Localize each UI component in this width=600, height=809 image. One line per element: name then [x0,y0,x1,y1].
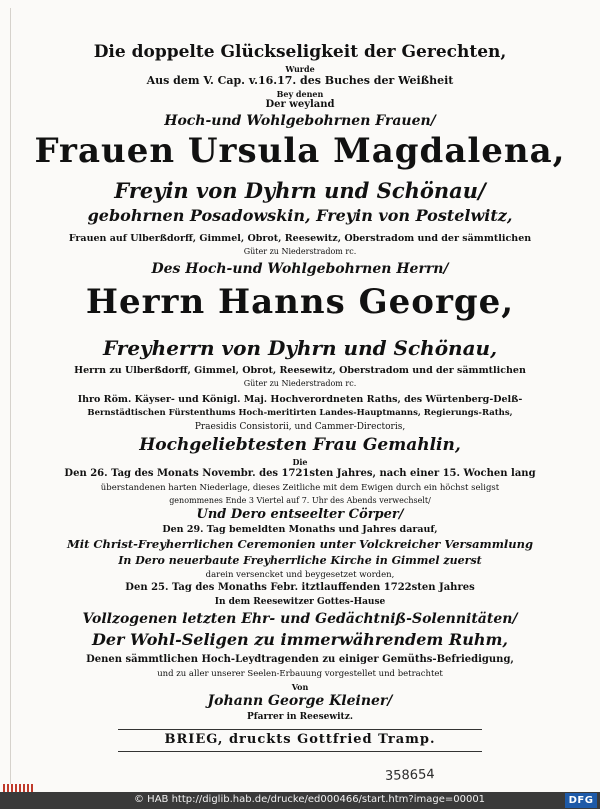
doc-line-gueter-2: Güter zu Niederstradom rc. [243,379,357,388]
footer-copyright-url[interactable]: © HAB http://diglib.hab.de/drucke/ed000466/start.htm?image=00001 [134,794,486,805]
doc-line-hoch-frauen: Hoch-und Wohlgebohrnen Frauen/ [164,113,436,129]
doc-line-bernstaedt: Bernstädtischen Fürstenthums Hoch-meritirten Landes-Hauptmanns, Regierungs-Raths, [87,408,513,418]
doc-line-von: Von [291,682,309,692]
doc-line-frauen-auf: Frauen auf Ulberßdorff, Gimmel, Obrot, Reesewitz, Oberstradom und der sämmtlichen [68,233,532,244]
doc-line-des-hoch: Des Hoch-und Wohlgebohrnen Herrn/ [151,261,449,277]
doc-line-wurde: Wurde [285,64,315,74]
doc-line-gueter-1: Güter zu Niederstradom rc. [243,247,357,256]
doc-line-pfarrer: Pfarrer in Reesewitz. [247,712,353,722]
doc-line-den-29: Den 29. Tag bemeldten Monaths und Jahres darauf, [162,524,438,535]
doc-line-vollzogenen: Vollzogenen letzten Ehr- und Gedächtniß-Solennitäten/ [82,611,518,627]
doc-line-den-26: Den 26. Tag des Monats Novembr. des 1721sten Jahres, nach einer 15. Wochen lang [64,468,536,479]
viewer-footer [0,792,600,809]
doc-line-ueberstanden: überstandenen harten Niederlage, dieses Zeitliche mit dem Ewigen durch ein höchst seligst [100,483,500,493]
scan-color-marker [3,784,33,792]
dfg-logo: DFG [565,793,597,808]
doc-line-gemahlin: Hochgeliebtesten Frau Gemahlin, [139,435,461,455]
doc-line-ceremonien: Mit Christ-Freyherrlichen Ceremonien unter Volckreicher Versammlung [66,537,534,551]
doc-line-kirche: In Dero neuerbaute Freyherrliche Kirche in Gimmel zuerst [118,554,482,567]
doc-line-den-25: Den 25. Tag des Monaths Febr. itztlauffenden 1722sten Jahres [125,582,475,593]
doc-line-leydtragenden: Denen sämmtlichen Hoch-Leydtragenden zu einiger Gemüths-Befriedigung, [86,654,514,665]
imprint-rule-bottom [118,751,482,752]
doc-line-title: Die doppelte Glückseligkeit der Gerechten, [93,42,507,62]
doc-line-freyin: Freyin von Dyhrn und Schönau/ [114,178,486,203]
doc-line-name-ursula: Frauen Ursula Magdalena, [34,131,566,171]
doc-line-source: Aus dem V. Cap. v.16.17. des Buches der Weißheit [146,74,454,87]
doc-line-gottes-hause: In dem Reesewitzer Gottes-Hause [214,597,386,607]
imprint-rule-top [118,729,482,730]
doc-line-darein: darein versencket und beygesetzet worden, [205,570,395,580]
doc-line-name-hanns: Herrn Hanns George, [85,282,515,322]
doc-line-praesidis: Praesidis Consistorii, und Cammer-Directoris, [194,422,406,432]
doc-line-erbauung: und zu aller unserer Seelen-Erbauung vorgestellet und betrachtet [157,669,443,679]
doc-line-weyland: Der weyland [265,99,335,110]
doc-line-imprint: BRIEG, druckts Gottfried Tramp. [164,732,436,747]
doc-line-bey-denen: Bey denen [276,89,324,99]
doc-line-coerper: Und Dero entseelter Cörper/ [196,507,404,522]
doc-line-ruhm: Der Wohl-Seligen zu immerwährendem Ruhm, [92,630,508,649]
doc-line-genommenes: genommenes Ende 3 Viertel auf 7. Uhr des Abends verwechselt/ [169,496,431,505]
doc-line-freyherrn: Freyherrn von Dyhrn und Schönau, [102,336,498,360]
doc-line-gebohrnen: gebohrnen Posadowskin, Freyin von Postelwitz, [87,206,513,225]
doc-line-die: Die [292,457,308,467]
doc-line-ihro: Ihro Röm. Käyser- und Königl. Maj. Hochverordneten Raths, des Würtenberg-Delß- [77,394,523,405]
doc-line-herrn-zu: Herrn zu Ulberßdorff, Gimmel, Obrot, Reesewitz, Oberstradom und der sämmtlichen [74,365,526,376]
doc-line-author: Johann George Kleiner/ [207,693,393,709]
shelfmark-number: 358654 [384,767,435,784]
